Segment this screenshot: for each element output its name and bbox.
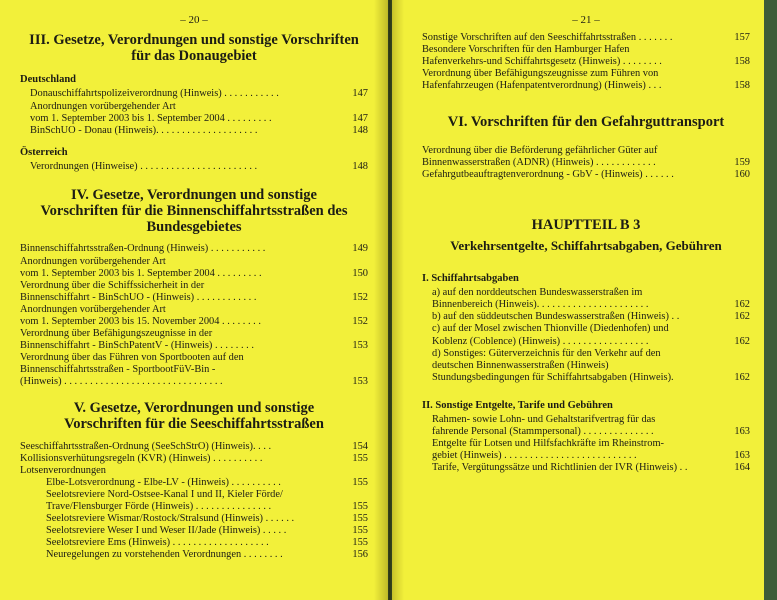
toc-page-number: 163 (734, 425, 750, 437)
toc-page-number: 164 (734, 462, 750, 474)
section-5-heading (20, 400, 368, 432)
toc-entry (422, 287, 750, 311)
page-number: – 21 – (572, 14, 600, 26)
toc-entry-text: Sonstige Vorschriften auf den Seeschiffahrtsstraßen . . . . . . . (422, 32, 673, 43)
toc-entry (20, 280, 368, 304)
toc-page-number: 157 (734, 32, 750, 43)
toc-entry (422, 414, 750, 438)
toc-entry-text: Elbe-Lotsverordnung - Elbe-LV - (Hinweis) . . . . . . . . . . (46, 476, 281, 488)
toc-entry (422, 32, 750, 44)
heading-line: V. Gesetze, Verordnungen und sonstige (73, 400, 315, 417)
toc-entry-text: Seelotsreviere Weser I und Weser II/Jade (Hinweis) . . . . . (46, 525, 287, 537)
toc-page-number: 162 (734, 311, 750, 323)
toc-page-number: 150 (352, 267, 368, 279)
toc-entry-text: Verordnung über Befähigungszeugnisse in der Binnenschiffahrt - BinSchPatentV - (Hinweis) . . . . . . . . (20, 327, 254, 351)
toc-entry-text: Anordnungen vorübergehender Art vom 1. September 2003 bis 1. September 2004 . . . . . . . . . (20, 255, 262, 279)
toc-entry-text: Seelotsreviere Nord-Ostsee-Kanal I und II, Kieler Förde/ Trave/Flensburger Förde (Hinweis) . . . . . . . . . . . . . . . (46, 488, 283, 513)
toc-page-number: 153 (352, 376, 368, 388)
subheading-oesterreich: Österreich (20, 146, 68, 158)
toc-entry-text: Kollisionsverhütungsregeln (KVR) (Hinweis) . . . . . . . . . . (20, 452, 263, 464)
toc-entry (20, 304, 368, 328)
toc-page-number: 148 (352, 124, 368, 136)
toc-page-number: 155 (352, 537, 368, 549)
toc-entry (20, 489, 368, 513)
toc-entry (20, 453, 368, 465)
toc-entry-text: Neuregelungen zu vorstehenden Verordnungen . . . . . . . . (46, 549, 283, 561)
toc-entry-text: Verordnung über die Beförderung gefährlicher Güter auf Binnenwasserstraßen (ADNR) (Hinweis) . . . . . . . . . . . . (422, 144, 658, 168)
heading-line: IV. Gesetze, Verordnungen und sonstige (70, 186, 317, 203)
toc-page-number: 159 (734, 156, 750, 168)
toc-entry-text: Binnenschiffahrtsstraßen-Ordnung (Hinweis) . . . . . . . . . . . (20, 243, 266, 255)
subheading-deutschland: Deutschland (20, 74, 77, 86)
toc-entry-text: Lotsenverordnungen (20, 464, 106, 476)
toc-page-number: 158 (734, 80, 750, 92)
toc-entry-text: Entgelte für Lotsen und Hilfsfachkräfte im Rheinstrom- gebiet (Hinweis) . . . . . . . . . . . . . . . . . . . . . . . . . . (432, 437, 664, 461)
heading-line: Vorschriften für die Binnenschiffahrtsstraßen des (40, 203, 348, 220)
toc-page-number: 155 (352, 501, 368, 513)
toc-page-number: 162 (734, 335, 750, 347)
toc-entry (20, 88, 368, 100)
hauptteil-subtitle: Verkehrsentgelte, Schiffahrtsabgaben, Gebühren (450, 237, 722, 253)
toc-entry-text: Verordnung über das Führen von Sportbooten auf den Binnenschiffahrtsstraßen - SportbootFüV-Bin - (Hinweis) . . . . . . . . . . . . . . . . . . . . . . . . . . . . . . . (20, 352, 244, 388)
hauptteil-title: HAUPTTEIL B 3 (531, 216, 641, 233)
toc-entry-text: c) auf der Mosel zwischen Thionville (Diedenhofen) und Koblenz (Coblence) (Hinweis) . . . . . . . . . . . . . . . . . (432, 323, 669, 347)
toc-entry-text: Gefahrgutbeauftragtenverordnung - GbV - (Hinweis) . . . . . . (422, 168, 674, 180)
toc-entry-text: d) Sonstiges: Güterverzeichnis für den Verkehr auf den deutschen Binnenwasserstraßen (Hinweis) Stundungsbedingungen für Schiffahrtsabgaben (Hinweis). (432, 347, 674, 383)
toc-entry (20, 161, 368, 173)
toc-page-number: 148 (352, 160, 368, 172)
toc-entry-text: Donauschiffahrtspolizeiverordnung (Hinweis) . . . . . . . . . . . (30, 88, 279, 100)
toc-entry-text: Verordnungen (Hinweise) . . . . . . . . . . . . . . . . . . . . . . . (30, 160, 258, 172)
toc-page-number: 147 (352, 112, 368, 124)
toc-entry-text: BinSchUO - Donau (Hinweis). . . . . . . . . . . . . . . . . . . . (30, 124, 258, 136)
heading-line: Vorschriften für die Seeschiffahrtsstraßen (64, 416, 324, 433)
page-21 (392, 0, 764, 600)
heading-line: Bundesgebietes (146, 219, 242, 236)
toc-entry (20, 477, 368, 489)
page-20 (0, 0, 388, 600)
toc-entry-text: a) auf den norddeutschen Bundeswasserstraßen im Binnenbereich (Hinweis). . . . . . . . . . . . . . . . . . . . . . (432, 287, 649, 311)
section-6-heading: VI. Vorschriften für den Gefahrguttransport (447, 114, 725, 131)
toc-entry-text: Besondere Vorschriften für den Hamburger Hafen Hafenverkehrs-und Schiffahrtsgesetz (Hinweis) . . . . . . . . (422, 44, 662, 68)
toc-page-number: 158 (734, 56, 750, 68)
toc-entry-text: Anordnungen vorübergehender Art vom 1. September 2003 bis 15. November 2004 . . . . . . . . (20, 303, 261, 327)
toc-entry-text: Verordnung über Befähigungszeugnisse zum Führen von Hafenfahrzeugen (Hafenpatentverordnung) (Hinweis) . . . (422, 68, 662, 92)
toc-entry-text: Anordnungen vorübergehender Art vom 1. September 2003 bis 1. September 2004 . . . . . . . . . (30, 100, 272, 124)
section-3-heading (20, 32, 368, 64)
toc-page-number: 154 (352, 440, 368, 452)
toc-page-number: 147 (352, 88, 368, 100)
toc-entry (20, 537, 368, 549)
toc-page-number: 160 (734, 168, 750, 180)
toc-entry-text: Seelotsreviere Ems (Hinweis) . . . . . . . . . . . . . . . . . . . (46, 537, 269, 549)
toc-entry (20, 549, 368, 561)
toc-entry (20, 256, 368, 280)
toc-entry (20, 525, 368, 537)
toc-entry (422, 438, 750, 462)
book-gutter (374, 0, 404, 600)
page-number: – 20 – (180, 14, 208, 26)
right-edge-background (764, 0, 777, 600)
section-4-heading (20, 187, 368, 236)
toc-entry (20, 513, 368, 525)
toc-entry (20, 465, 368, 477)
toc-entry (422, 348, 750, 384)
toc-entry (422, 44, 750, 68)
toc-entry (20, 101, 368, 125)
toc-page-number: 163 (734, 449, 750, 461)
toc-entry-text: Tarife, Vergütungssätze und Richtlinien der IVR (Hinweis) . . (432, 462, 688, 474)
toc-entry (422, 145, 750, 169)
part-1-heading: I. Schiffahrtsabgaben (422, 273, 519, 285)
toc-entry (20, 328, 368, 352)
toc-page-number: 162 (734, 371, 750, 383)
toc-page-number: 152 (352, 315, 368, 327)
toc-entry-text: b) auf den süddeutschen Bundeswasserstraßen (Hinweis) . . (432, 311, 680, 323)
toc-entry (422, 68, 750, 92)
heading-line: für das Donaugebiet (131, 48, 257, 65)
toc-entry (20, 243, 368, 255)
toc-entry (20, 125, 368, 137)
toc-entry (422, 462, 750, 474)
toc-page-number: 155 (352, 513, 368, 525)
toc-page-number: 152 (352, 291, 368, 303)
toc-page-number: 155 (352, 452, 368, 464)
toc-entry-text: Verordnung über die Schiffssicherheit in der Binnenschiffahrt - BinSchUO - (Hinweis) . . . . . . . . . . . . (20, 279, 257, 303)
heading-line: III. Gesetze, Verordnungen und sonstige Vorschriften (29, 32, 359, 48)
toc-entry (20, 441, 368, 453)
toc-page-number: 149 (352, 243, 368, 255)
toc-entry-text: Seelotsreviere Wismar/Rostock/Stralsund (Hinweis) . . . . . . (46, 513, 295, 525)
part-2-heading: II. Sonstige Entgelte, Tarife und Gebühren (422, 399, 613, 411)
toc-entry (422, 323, 750, 347)
toc-entry (422, 311, 750, 323)
toc-page-number: 156 (352, 549, 368, 561)
toc-entry-text: Seeschiffahrtsstraßen-Ordnung (SeeSchStrO) (Hinweis). . . . (20, 440, 272, 452)
toc-page-number: 162 (734, 299, 750, 311)
toc-entry-text: Rahmen- sowie Lohn- und Gehaltstarifvertrag für das fahrende Personal (Stammpersonal) . . . . . . . . . . . . . . (432, 413, 656, 437)
toc-entry (20, 352, 368, 388)
toc-page-number: 153 (352, 339, 368, 351)
toc-entry (422, 169, 750, 181)
toc-page-number: 155 (352, 476, 368, 488)
toc-page-number: 155 (352, 525, 368, 537)
